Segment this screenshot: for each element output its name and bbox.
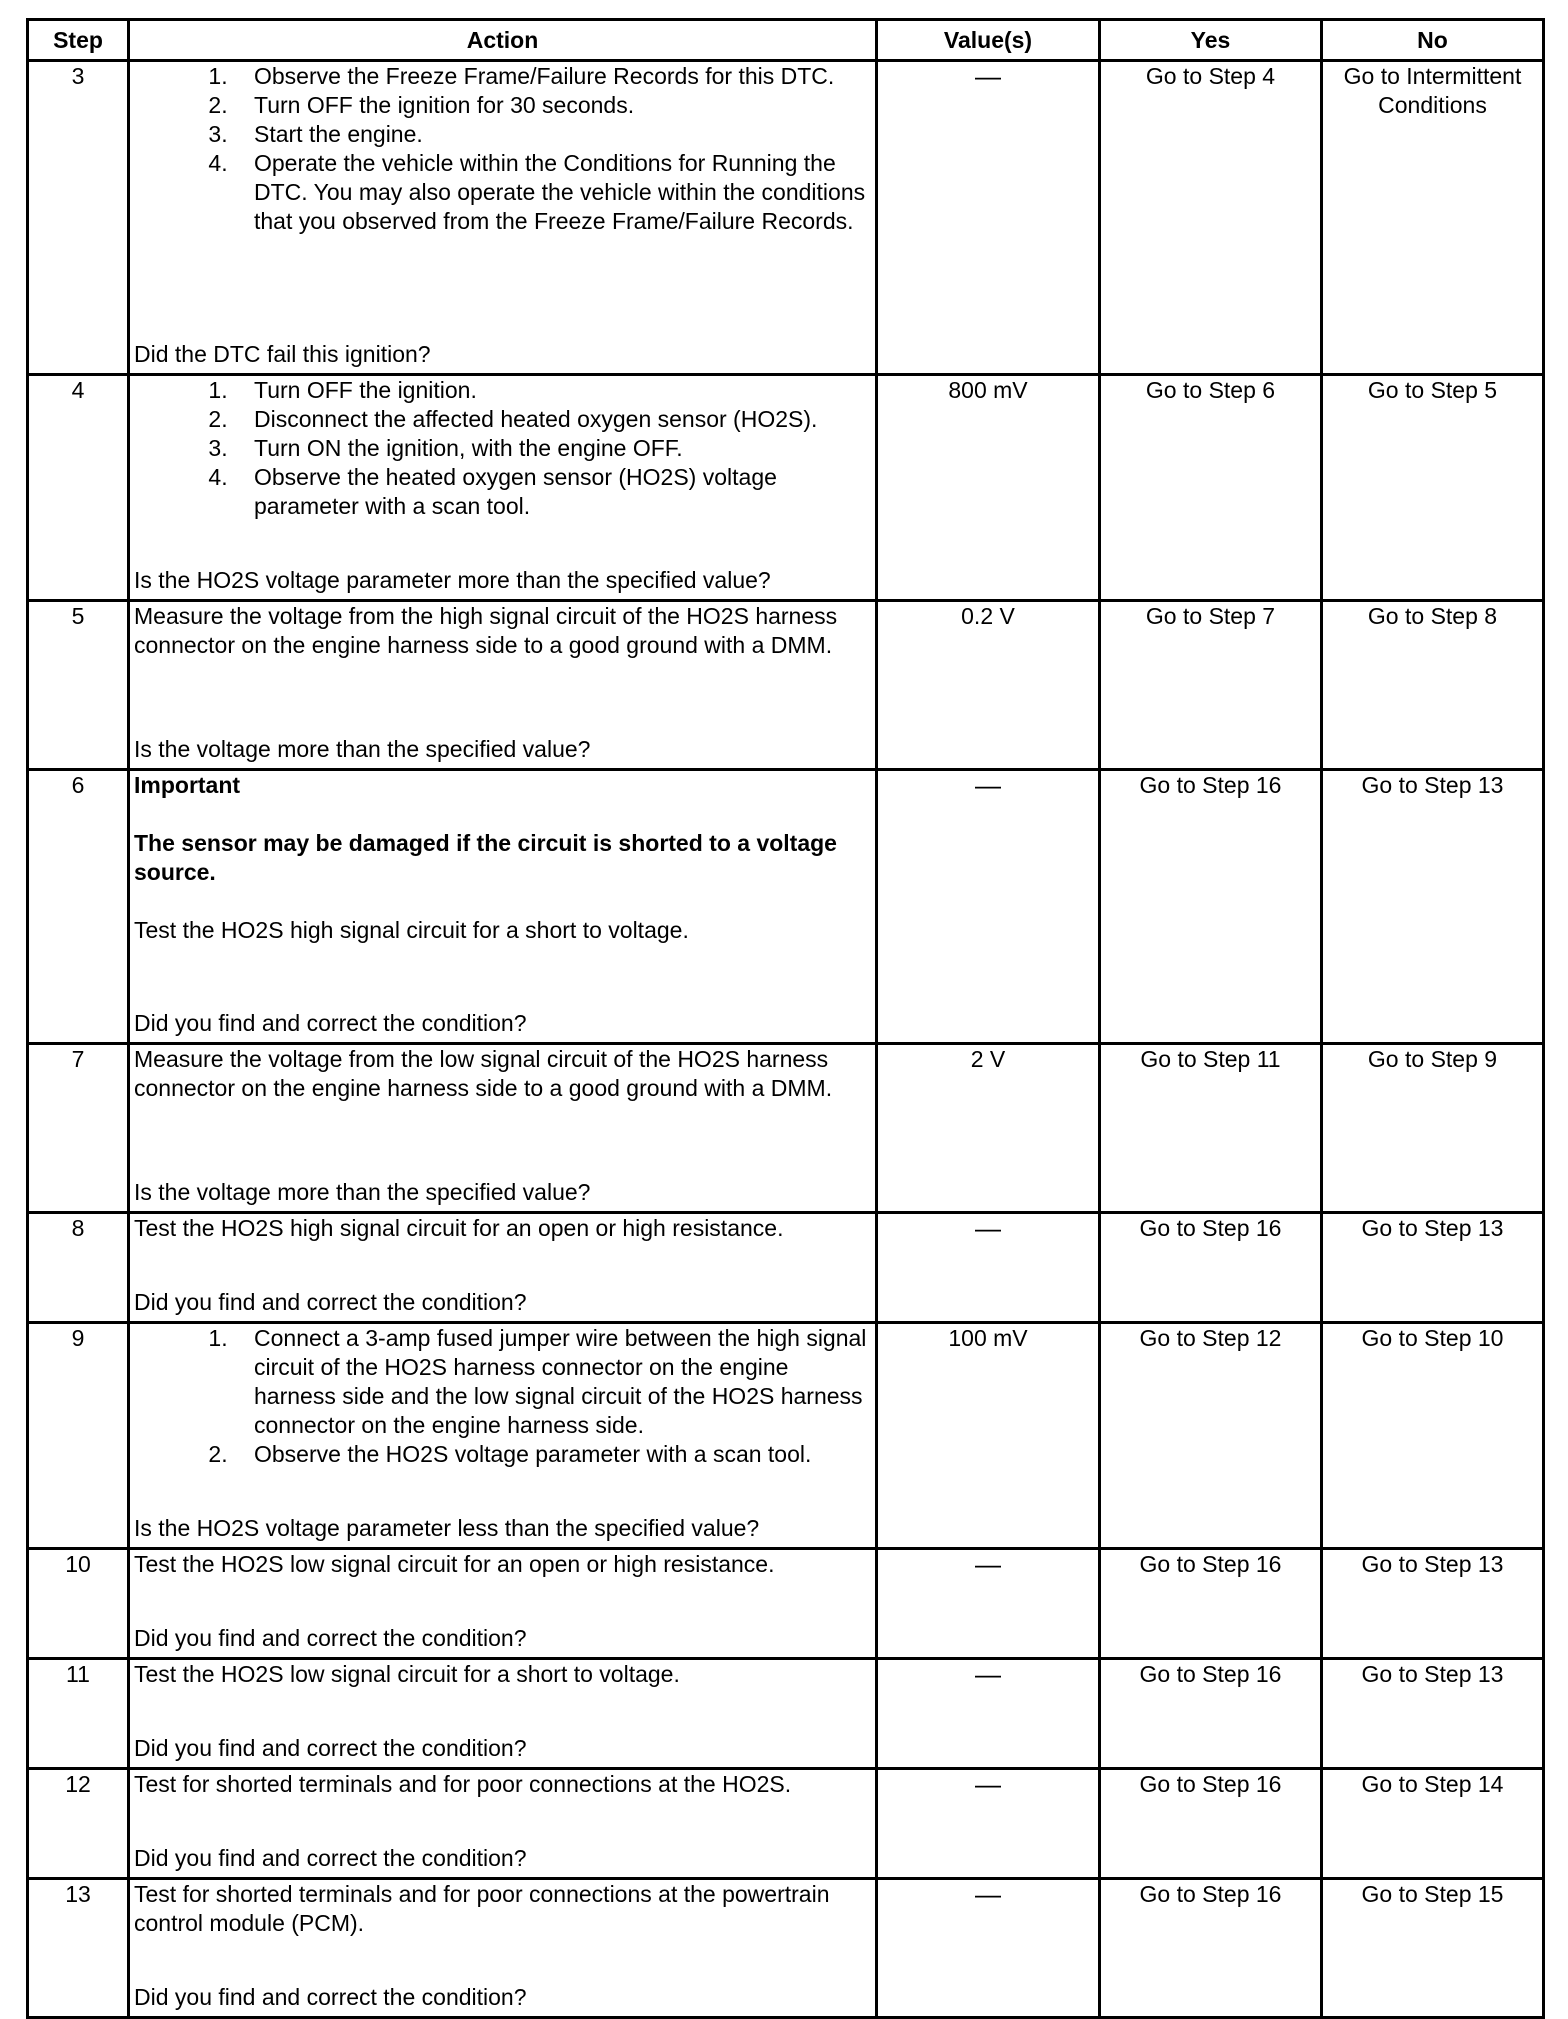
step-number: 7 [28,1044,129,1213]
yes-cell: Go to Step 16 [1100,1769,1322,1879]
action-question: Did you find and correct the condition? [134,1625,527,1651]
action-steps-list [134,62,871,236]
important-note: The sensor may be damaged if the circuit is shorted to a voltage source. [134,830,837,885]
yes-cell: Go to Step 16 [1100,1879,1322,2018]
step-number: 8 [28,1213,129,1323]
header-yes: Yes [1100,20,1322,61]
list-item: 2. Observe the HO2S voltage parameter with a scan tool. [234,1440,871,1469]
table-row [28,601,1544,770]
diagnostic-table [26,18,1545,2019]
action-cell [129,601,877,770]
action-question: Did you find and correct the condition? [134,1735,527,1761]
header-no: No [1322,20,1544,61]
no-cell: Go to Step 13 [1322,1549,1544,1659]
header-value: Value(s) [877,20,1100,61]
yes-cell: Go to Step 4 [1100,61,1322,375]
action-question: Did you find and correct the condition? [134,1984,527,2010]
yes-cell: Go to Step 16 [1100,1659,1322,1769]
list-item: 2. Turn OFF the ignition for 30 seconds. [234,91,871,120]
header-step: Step [28,20,129,61]
action-cell [129,1323,877,1549]
action-question: Did you find and correct the condition? [134,1010,527,1036]
no-cell: Go to Step 13 [1322,770,1544,1044]
step-number: 9 [28,1323,129,1549]
action-cell [129,1044,877,1213]
no-cell: Go to Intermittent Conditions [1322,61,1544,375]
value-cell: 0.2 V [877,601,1100,770]
table-row [28,1769,1544,1879]
table-row [28,1659,1544,1769]
action-cell [129,770,877,1044]
table-row [28,1213,1544,1323]
list-item: 4. Operate the vehicle within the Conditions for Running the DTC. You may also operate the vehicle within the conditions that you observed from the Freeze Frame/Failure Records. [234,149,871,236]
action-steps-list [134,1324,871,1469]
list-item: 1. Connect a 3-amp fused jumper wire between the high signal circuit of the HO2S harness connector on the engine harness side and the low signal circuit of the HO2S harness connector on the engine harness side. [234,1324,871,1440]
value-cell: — [877,1549,1100,1659]
yes-cell: Go to Step 11 [1100,1044,1322,1213]
step-number: 3 [28,61,129,375]
table-row [28,375,1544,601]
value-cell: — [877,61,1100,375]
action-text: Test the HO2S low signal circuit for an open or high resistance. [134,1551,775,1577]
action-cell [129,1769,877,1879]
list-item: 3. Start the engine. [234,120,871,149]
no-cell: Go to Step 13 [1322,1659,1544,1769]
value-cell: 2 V [877,1044,1100,1213]
value-cell: — [877,1879,1100,2018]
table-row [28,1044,1544,1213]
action-text: Test for shorted terminals and for poor connections at the HO2S. [134,1771,792,1797]
step-number: 12 [28,1769,129,1879]
list-item: 1. Observe the Freeze Frame/Failure Records for this DTC. [234,62,871,91]
value-cell: — [877,1659,1100,1769]
action-cell [129,1879,877,2018]
header-row [28,20,1544,61]
no-cell: Go to Step 13 [1322,1213,1544,1323]
action-question: Did you find and correct the condition? [134,1845,527,1871]
no-cell: Go to Step 14 [1322,1769,1544,1879]
yes-cell: Go to Step 12 [1100,1323,1322,1549]
action-question: Is the voltage more than the specified value? [134,1179,591,1205]
list-item: 1. Turn OFF the ignition. [234,376,871,405]
yes-cell: Go to Step 7 [1100,601,1322,770]
list-item: 4. Observe the heated oxygen sensor (HO2S) voltage parameter with a scan tool. [234,463,871,521]
table-row [28,61,1544,375]
action-text: Test the HO2S high signal circuit for an open or high resistance. [134,1215,784,1241]
no-cell: Go to Step 5 [1322,375,1544,601]
no-cell: Go to Step 10 [1322,1323,1544,1549]
list-item: 3. Turn ON the ignition, with the engine OFF. [234,434,871,463]
action-cell [129,375,877,601]
important-title: Important [134,772,241,798]
action-cell [129,61,877,375]
action-cell [129,1213,877,1323]
no-cell: Go to Step 15 [1322,1879,1544,2018]
step-number: 6 [28,770,129,1044]
yes-cell: Go to Step 16 [1100,1213,1322,1323]
step-number: 5 [28,601,129,770]
action-question: Did the DTC fail this ignition? [134,341,431,367]
action-text: Test the HO2S low signal circuit for a short to voltage. [134,1661,680,1687]
value-cell: — [877,770,1100,1044]
list-item: 2. Disconnect the affected heated oxygen sensor (HO2S). [234,405,871,434]
action-text: Test the HO2S high signal circuit for a short to voltage. [134,917,689,943]
step-number: 13 [28,1879,129,2018]
action-cell [129,1549,877,1659]
action-cell [129,1659,877,1769]
action-text: Measure the voltage from the high signal circuit of the HO2S harness connector on the engine harness side to a good ground with a DMM. [134,603,838,658]
table-row [28,1549,1544,1659]
action-question: Is the HO2S voltage parameter more than the specified value? [134,567,771,593]
no-cell: Go to Step 9 [1322,1044,1544,1213]
step-number: 4 [28,375,129,601]
value-cell: — [877,1213,1100,1323]
value-cell: 800 mV [877,375,1100,601]
action-steps-list [134,376,871,521]
action-question: Is the voltage more than the specified value? [134,736,591,762]
action-question: Is the HO2S voltage parameter less than the specified value? [134,1515,760,1541]
action-text: Test for shorted terminals and for poor connections at the powertrain control module (PCM). [134,1881,830,1936]
step-number: 11 [28,1659,129,1769]
yes-cell: Go to Step 6 [1100,375,1322,601]
value-cell: — [877,1769,1100,1879]
value-cell: 100 mV [877,1323,1100,1549]
no-cell: Go to Step 8 [1322,601,1544,770]
action-text: Measure the voltage from the low signal circuit of the HO2S harness connector on the engine harness side to a good ground with a DMM. [134,1046,833,1101]
yes-cell: Go to Step 16 [1100,1549,1322,1659]
header-action: Action [129,20,877,61]
action-question: Did you find and correct the condition? [134,1289,527,1315]
table-row [28,1323,1544,1549]
table-row [28,770,1544,1044]
yes-cell: Go to Step 16 [1100,770,1322,1044]
step-number: 10 [28,1549,129,1659]
table-row [28,1879,1544,2018]
